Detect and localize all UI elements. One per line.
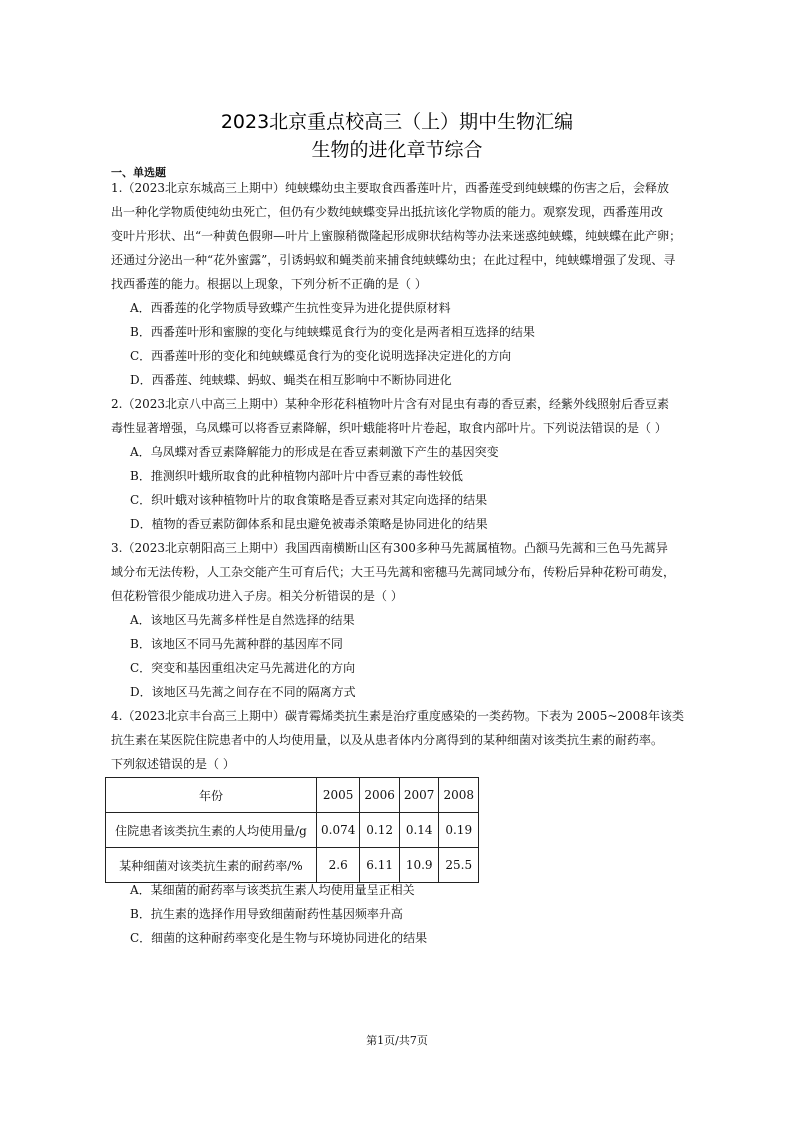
question-1-line-5: 找西番莲的能力。根据以上现象，下列分析不正确的是（ ） <box>111 277 427 291</box>
question-2-option-a: A．乌凤蝶对香豆素降解能力的形成是在香豆素刺激下产生的基因突变 <box>130 445 499 459</box>
page-subtitle: 生物的进化章节综合 <box>311 139 483 161</box>
table-cell: 25.5 <box>439 848 479 883</box>
question-1-option-b: B．西番莲叶形和蜜腺的变化与纯蛱蝶觅食行为的变化是两者相互选择的结果 <box>130 325 535 339</box>
question-4-line-2: 抗生素在某医院住院患者中的人均使用量，以及从患者体内分离得到的某种细菌对该类抗生素的耐药率。 <box>111 733 664 747</box>
page-title: 2023北京重点校高三（上）期中生物汇编 <box>220 111 574 133</box>
question-4-line-1: 4.（2023北京丰台高三上期中）碳青霉烯类抗生素是治疗重度感染的一类药物。下表为 2005~2008年该类 <box>111 709 684 723</box>
question-4-option-a: A．某细菌的耐药率与该类抗生素人均使用量呈正相关 <box>130 883 415 897</box>
question-2-option-b: B．推测织叶蛾所取食的此种植物内部叶片中香豆素的毒性较低 <box>130 469 463 483</box>
question-3-line-3: 但花粉管很少能成功进入子房。相关分析错误的是（ ） <box>111 589 403 603</box>
section-heading: 一、单选题 <box>111 166 166 179</box>
table-header-cell: 2006 <box>360 778 400 813</box>
table-cell: 0.14 <box>399 813 439 848</box>
table-cell: 2.6 <box>317 848 360 883</box>
table-cell: 某种细菌对该类抗生素的耐药率/% <box>106 848 317 883</box>
table-cell: 10.9 <box>399 848 439 883</box>
question-3-option-a: A．该地区马先蒿多样性是自然选择的结果 <box>130 613 355 627</box>
table-cell: 0.074 <box>317 813 360 848</box>
table-header-row <box>106 778 479 813</box>
table-header-cell: 2008 <box>439 778 479 813</box>
question-1-line-1: 1.（2023北京东城高三上期中）纯蛱蝶幼虫主要取食西番莲叶片，西番莲受到纯蛱蝶的伤害之后，会释放 <box>111 181 669 195</box>
question-1-line-3: 变叶片形状、出“一种黄色假卵—叶片上蜜腺稍微隆起形成卵状结构等办法来迷惑纯蛱蝶，纯蛱蝶在此产卵； <box>111 229 682 243</box>
question-4-line-3: 下列叙述错误的是（ ） <box>111 757 235 771</box>
table-header-cell: 2007 <box>399 778 439 813</box>
question-3-option-b: B．该地区不同马先蒿种群的基因库不同 <box>130 637 343 651</box>
table-row <box>106 813 479 848</box>
table-cell: 住院患者该类抗生素的人均使用量/g <box>106 813 317 848</box>
question-1-option-c: C．西番莲叶形的变化和纯蛱蝶觅食行为的变化说明选择决定进化的方向 <box>130 349 512 363</box>
question-3-line-1: 3.（2023北京朝阳高三上期中）我国西南横断山区有300多种马先蒿属植物。凸额马先蒿和三色马先蒿异 <box>111 541 668 555</box>
question-2-option-c: C．织叶蛾对该种植物叶片的取食策略是香豆素对其定向选择的结果 <box>130 493 488 507</box>
question-3-option-c: C．突变和基因重组决定马先蒿进化的方向 <box>130 661 356 675</box>
question-2-option-d: D．植物的香豆素防御体系和昆虫避免被毒杀策略是协同进化的结果 <box>130 517 488 531</box>
table-cell: 0.12 <box>360 813 400 848</box>
question-2-line-2: 毒性显著增强，乌凤蝶可以将香豆素降解，织叶蛾能将叶片卷起，取食内部叶片。下列说法错误的是（ ） <box>111 421 667 435</box>
page-number: 第1页/共7页 <box>366 1034 428 1047</box>
question-1-option-a: A．西番莲的化学物质导致蝶产生抗性变异为进化提供原材料 <box>130 301 451 315</box>
question-3-option-d: D．该地区马先蒿之间存在不同的隔离方式 <box>130 685 356 699</box>
table-row <box>106 848 479 883</box>
table-cell: 0.19 <box>439 813 479 848</box>
data-table <box>105 777 479 883</box>
question-1-option-d: D．西番莲、纯蛱蝶、蚂蚁、蝇类在相互影响中不断协同进化 <box>130 373 452 387</box>
question-1-line-4: 还通过分泌出一种“花外蜜露”，引诱蚂蚁和蝇类前来捕食纯蛱蝶幼虫；在此过程中，纯蛱蝶增强了发现、寻 <box>111 253 676 267</box>
question-4-option-c: C．细菌的这种耐药率变化是生物与环境协同进化的结果 <box>130 931 428 945</box>
question-3-line-2: 域分布无法传粉，人工杂交能产生可育后代；大王马先蒿和密穗马先蒿同域分布，传粉后异种花粉可萌发， <box>111 565 676 579</box>
question-2-line-1: 2.（2023北京八中高三上期中）某种伞形花科植物叶片含有对昆虫有毒的香豆素，经紫外线照射后香豆素 <box>111 397 669 411</box>
table-header-cell: 2005 <box>317 778 360 813</box>
question-1-line-2: 出一种化学物质使纯幼虫死亡，但仍有少数纯蛱蝶变异出抵抗该化学物质的能力。观察发现，西番莲用改 <box>111 205 664 219</box>
table-cell: 6.11 <box>360 848 400 883</box>
table-header-cell: 年份 <box>106 778 317 813</box>
question-4-option-b: B．抗生素的选择作用导致细菌耐药性基因频率升高 <box>130 907 403 921</box>
